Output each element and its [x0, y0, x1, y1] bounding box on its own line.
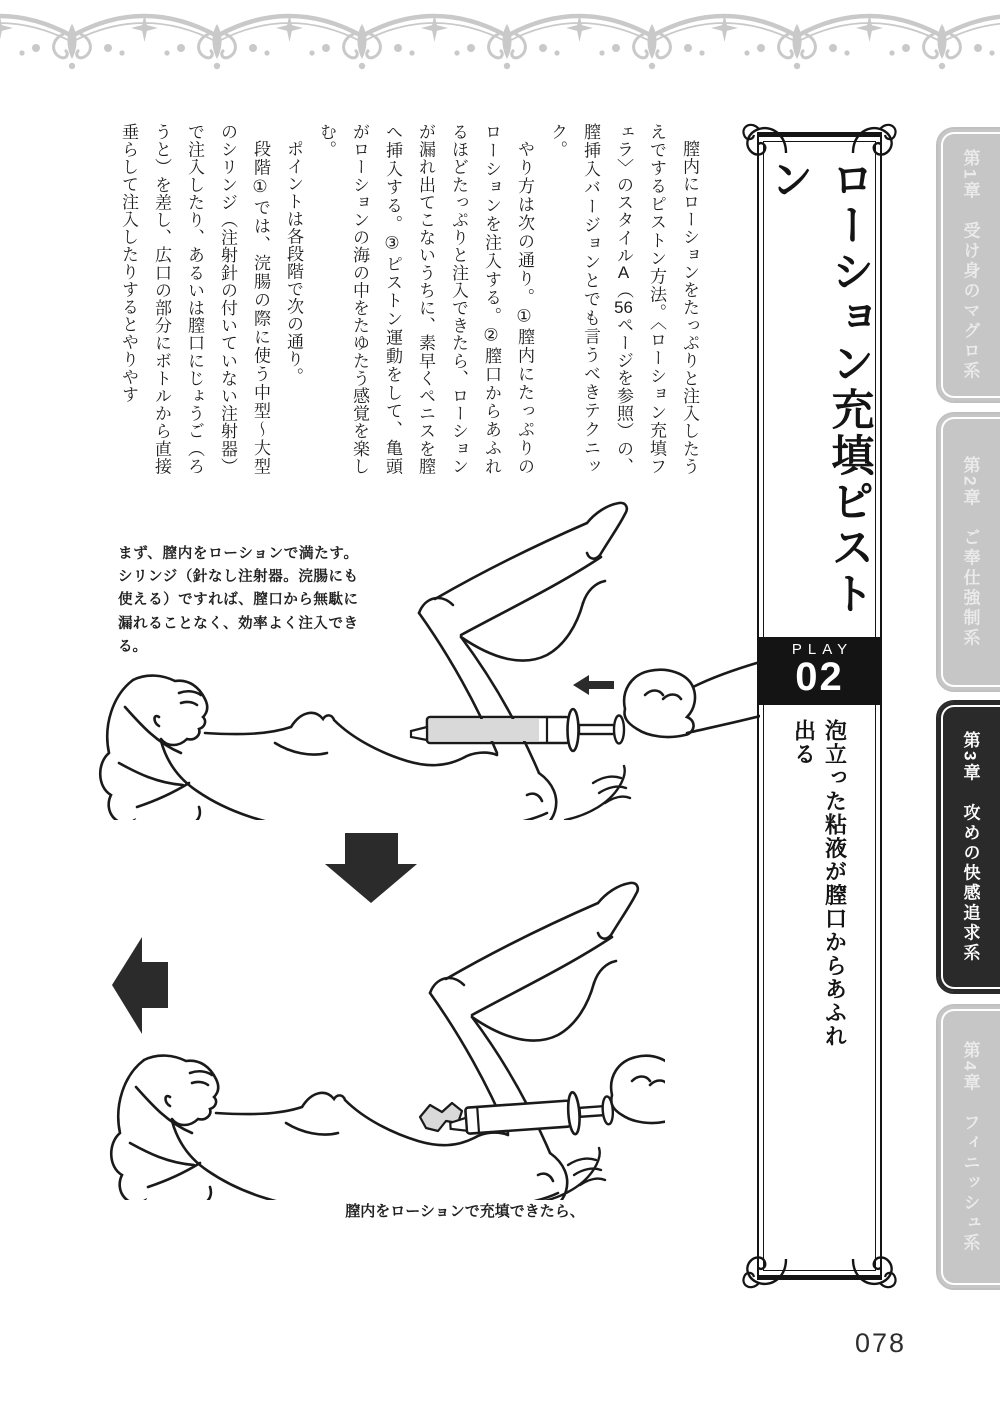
chapter-tab-2-label: 第2章 ご奉仕強制系	[960, 455, 980, 649]
chapter-tab-2[interactable]	[936, 412, 1000, 692]
syringe-graphic	[449, 1090, 615, 1143]
play-number: 02	[795, 655, 844, 699]
body-text	[105, 123, 706, 475]
title-panel	[757, 132, 882, 1280]
corner-scroll-icon	[742, 121, 788, 159]
page-title: ローション充填ピストン	[764, 157, 874, 617]
illustration-figure-2	[100, 855, 665, 1200]
page-number: 078	[855, 1328, 907, 1358]
body-paragraph: ポイントは各段階で次の通り。	[284, 140, 303, 385]
body-paragraph: 段階①では、浣腸の際に使う中型〜大型のシリンジ（注射針の付いていない注射器）で注入したり、あるいは膣口にじょうご（ろうと）を差し、広口の部分にボトルから直接垂らして注入したりするとやりやす	[119, 123, 270, 475]
push-direction-arrow-icon	[573, 675, 614, 695]
page-subtitle: 泡立った粘液が膣口からあふれ出る	[791, 718, 848, 1048]
body-paragraph: やり方は次の通り。①膣内にたっぷりのローションを注入する。②膣口からあふれるほどたっぷりと注入できたら、ローションが漏れ出てこないうちに、素早くペニスを膣へ挿入する。③ピストン運動をして、亀頭がローションの海の中をたゆたう感覚を楽しむ。	[317, 123, 534, 475]
corner-scroll-icon	[742, 1253, 788, 1291]
play-number-badge	[759, 637, 880, 705]
ornament-border	[0, 6, 1000, 76]
illustration-figure-1	[95, 495, 760, 820]
chapter-tab-3-label: 第3章 攻めの快感追求系	[960, 730, 980, 964]
chapter-tab-1-label: 第1章 受け身のマグロ系	[960, 148, 980, 382]
corner-scroll-icon	[851, 121, 897, 159]
figure2-caption: 膣内をローションで充填できたら、	[345, 1203, 585, 1220]
chapter-tab-1[interactable]	[936, 127, 1000, 403]
figure1-caption: まず、膣内をローションで満たす。シリンジ（針なし注射器。浣腸にも使える）ですれば、膣口から無駄に漏れることなく、効率よく注入できる。	[118, 546, 358, 655]
play-label: PLAY	[791, 641, 854, 658]
partner-hand-graphic	[624, 662, 760, 737]
syringe-graphic	[411, 709, 624, 751]
corner-scroll-icon	[851, 1253, 897, 1291]
chapter-tab-4[interactable]	[936, 1004, 1000, 1290]
chapter-tab-3-active[interactable]	[936, 700, 1000, 994]
partner-hand-graphic	[611, 1055, 665, 1123]
body-paragraph: 膣内にローションをたっぷりと注入したうえでするピストン方法。〈ローション充填フェラ〉のスタイルA（56ページを参照）の、膣挿入バージョンとでも言うべきテクニック。	[548, 123, 699, 476]
chapter-tab-4-label: 第4章 フィニッシュ系	[960, 1040, 980, 1254]
